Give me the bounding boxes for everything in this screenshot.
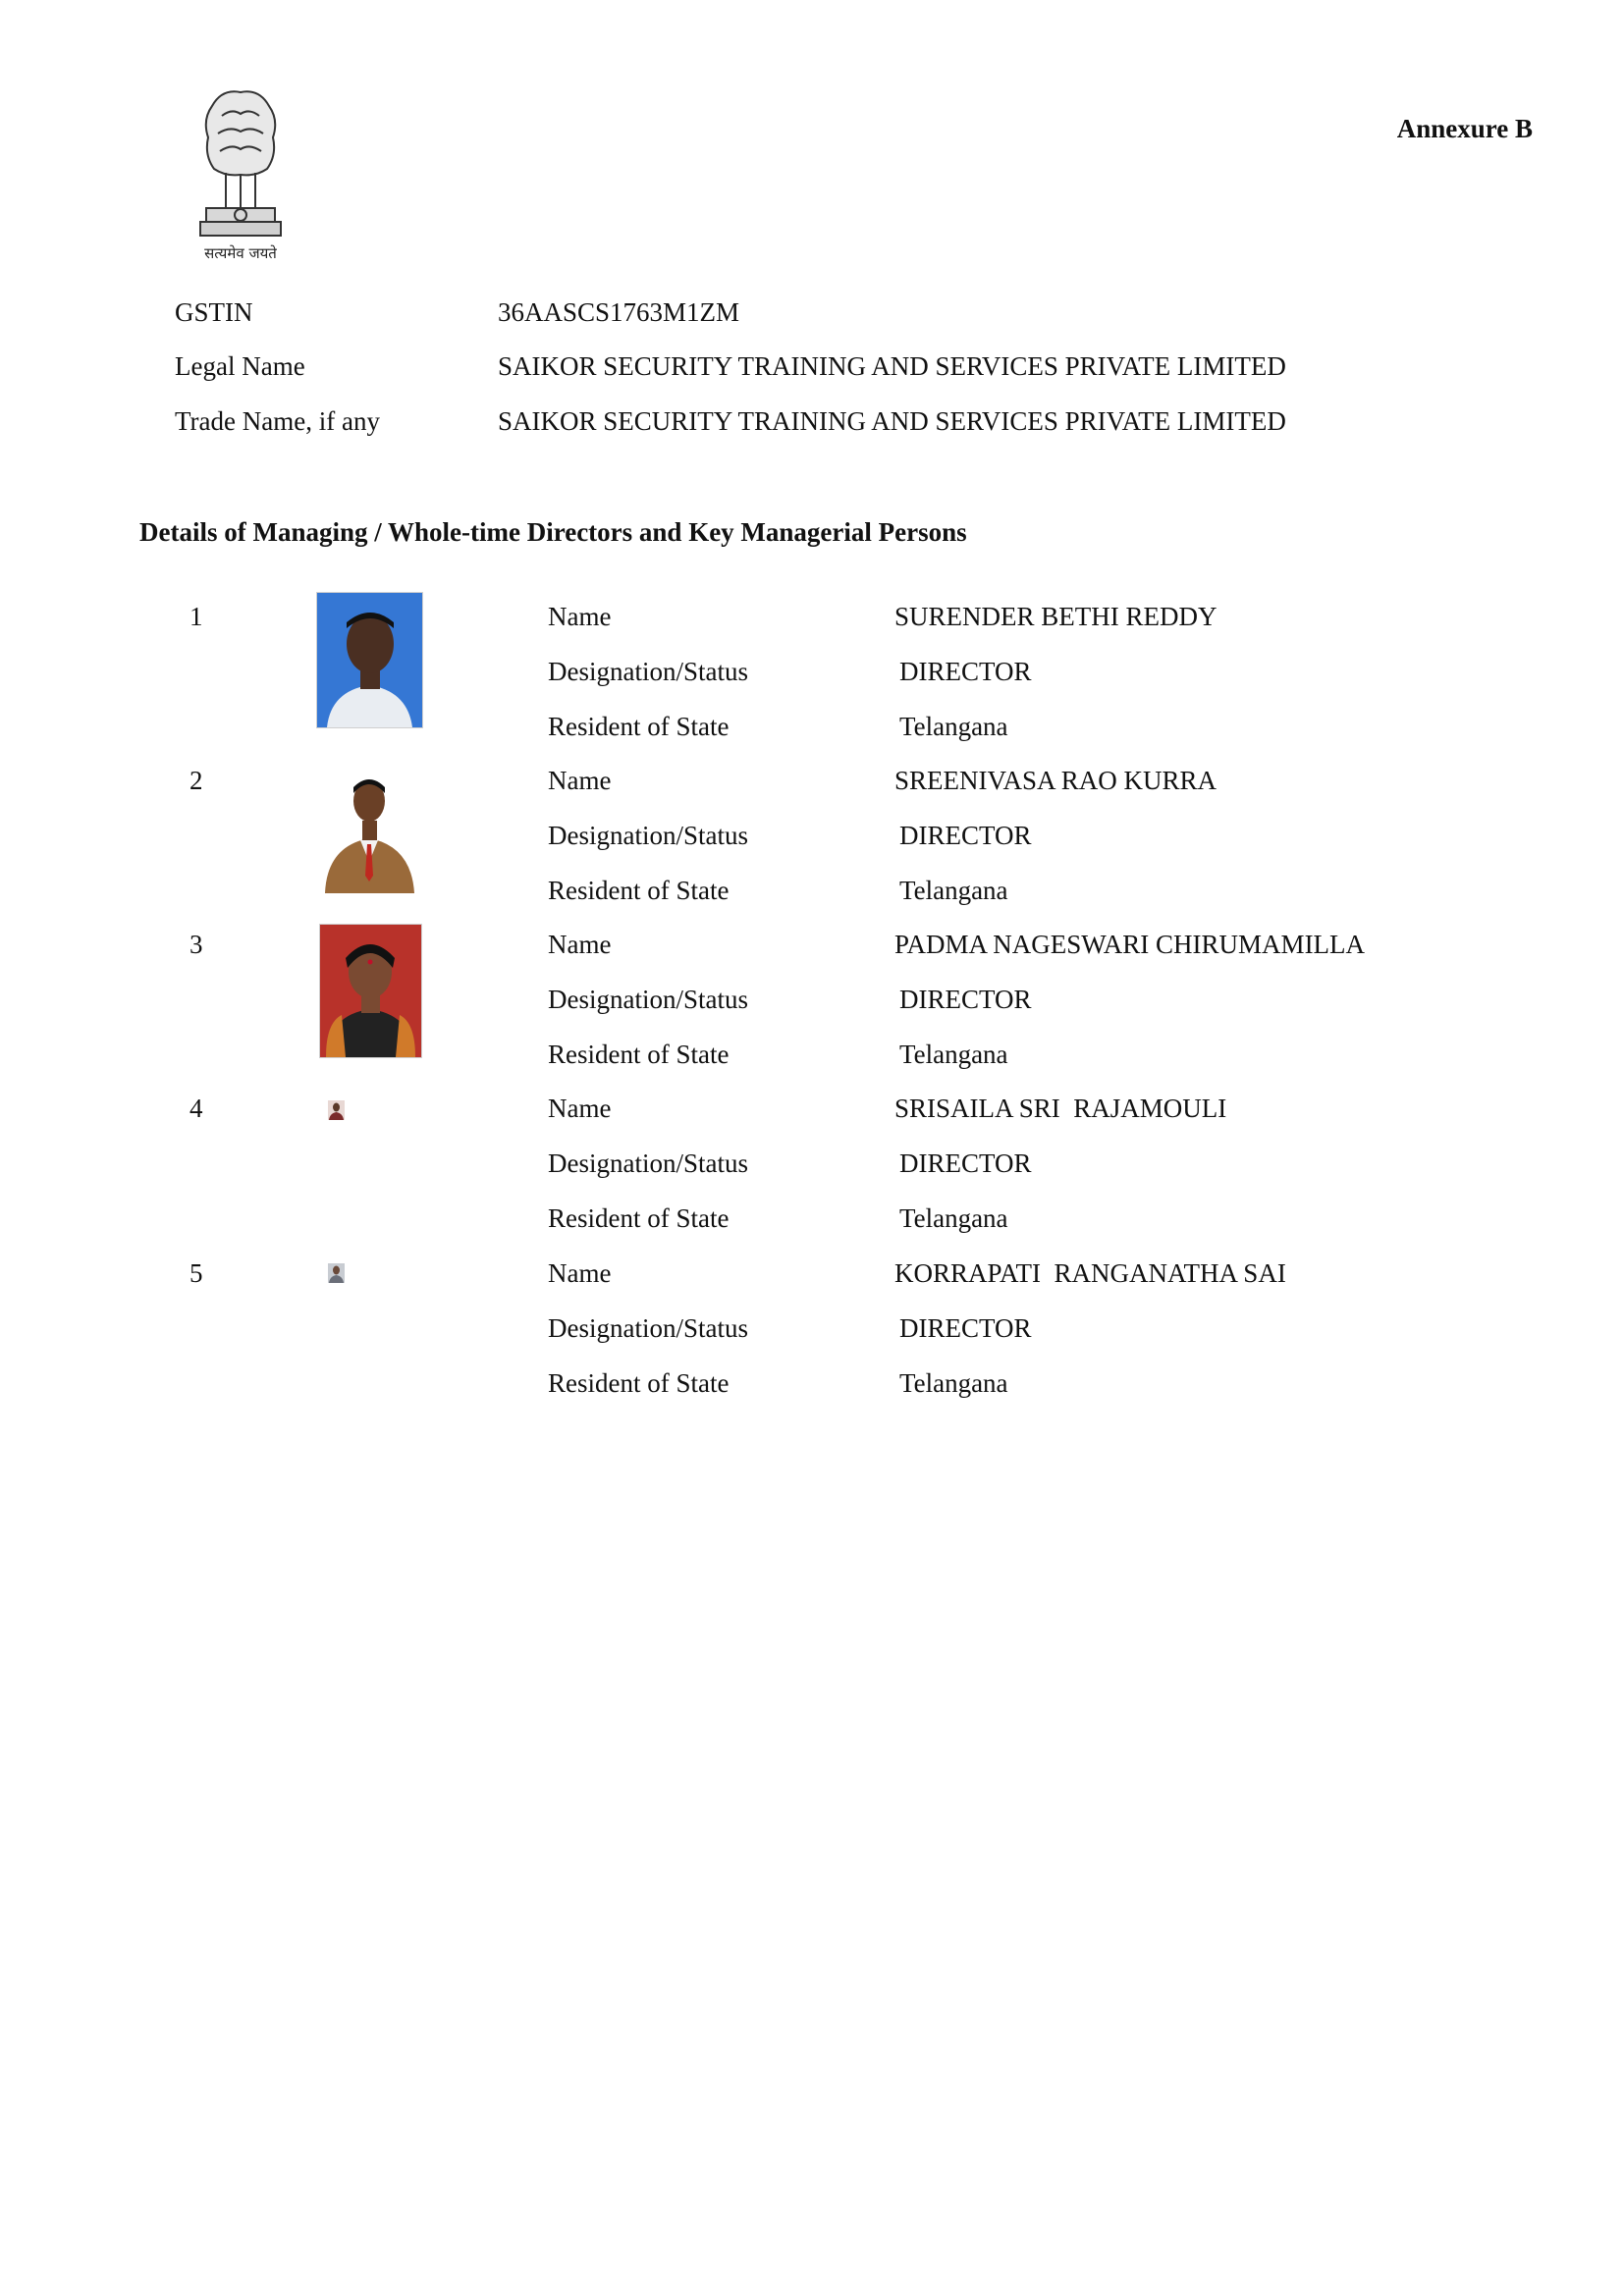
resident-label: Resident of State <box>548 1203 730 1233</box>
director-photo <box>316 592 423 728</box>
resident-label: Resident of State <box>548 1368 730 1398</box>
gstin-value: 36AASCS1763M1ZM <box>498 297 740 327</box>
director-number: 5 <box>189 1258 203 1288</box>
director-designation: DIRECTOR <box>899 1313 1032 1343</box>
director-photo <box>328 1100 345 1120</box>
ashoka-emblem-icon <box>183 86 298 263</box>
name-label: Name <box>548 1094 612 1123</box>
svg-text:सत्यमेव जयते: सत्यमेव जयते <box>204 244 277 262</box>
director-name: SURENDER BETHI REDDY <box>894 602 1217 631</box>
director-photo <box>323 774 416 893</box>
director-designation: DIRECTOR <box>899 657 1032 686</box>
director-photo <box>328 1263 345 1283</box>
director-state: Telangana <box>899 1040 1008 1069</box>
legal-name-value: SAIKOR SECURITY TRAINING AND SERVICES PRIVATE LIMITED <box>498 351 1286 381</box>
director-photo <box>319 924 422 1058</box>
director-state: Telangana <box>899 1368 1008 1398</box>
resident-label: Resident of State <box>548 712 730 741</box>
trade-name-value: SAIKOR SECURITY TRAINING AND SERVICES PRIVATE LIMITED <box>498 406 1286 436</box>
director-designation: DIRECTOR <box>899 821 1032 850</box>
gstin-label: GSTIN <box>175 297 253 327</box>
director-name: KORRAPATI RANGANATHA SAI <box>894 1258 1286 1288</box>
director-number: 3 <box>189 930 203 959</box>
name-label: Name <box>548 930 612 959</box>
director-state: Telangana <box>899 712 1008 741</box>
designation-label: Designation/Status <box>548 657 748 686</box>
trade-name-label: Trade Name, if any <box>175 406 380 436</box>
legal-name-label: Legal Name <box>175 351 305 381</box>
section-title: Details of Managing / Whole-time Directors and Key Managerial Persons <box>139 517 967 547</box>
annexure-label: Annexure B <box>1396 114 1533 143</box>
name-label: Name <box>548 602 612 631</box>
director-number: 1 <box>189 602 203 631</box>
name-label: Name <box>548 766 612 795</box>
designation-label: Designation/Status <box>548 1313 748 1343</box>
designation-label: Designation/Status <box>548 821 748 850</box>
director-designation: DIRECTOR <box>899 985 1032 1014</box>
name-label: Name <box>548 1258 612 1288</box>
national-emblem <box>183 86 298 263</box>
director-name: SREENIVASA RAO KURRA <box>894 766 1217 795</box>
director-state: Telangana <box>899 876 1008 905</box>
director-number: 4 <box>189 1094 203 1123</box>
director-name: SRISAILA SRI RAJAMOULI <box>894 1094 1227 1123</box>
director-number: 2 <box>189 766 203 795</box>
director-state: Telangana <box>899 1203 1008 1233</box>
director-designation: DIRECTOR <box>899 1148 1032 1178</box>
resident-label: Resident of State <box>548 1040 730 1069</box>
designation-label: Designation/Status <box>548 1148 748 1178</box>
director-name: PADMA NAGESWARI CHIRUMAMILLA <box>894 930 1366 959</box>
resident-label: Resident of State <box>548 876 730 905</box>
designation-label: Designation/Status <box>548 985 748 1014</box>
